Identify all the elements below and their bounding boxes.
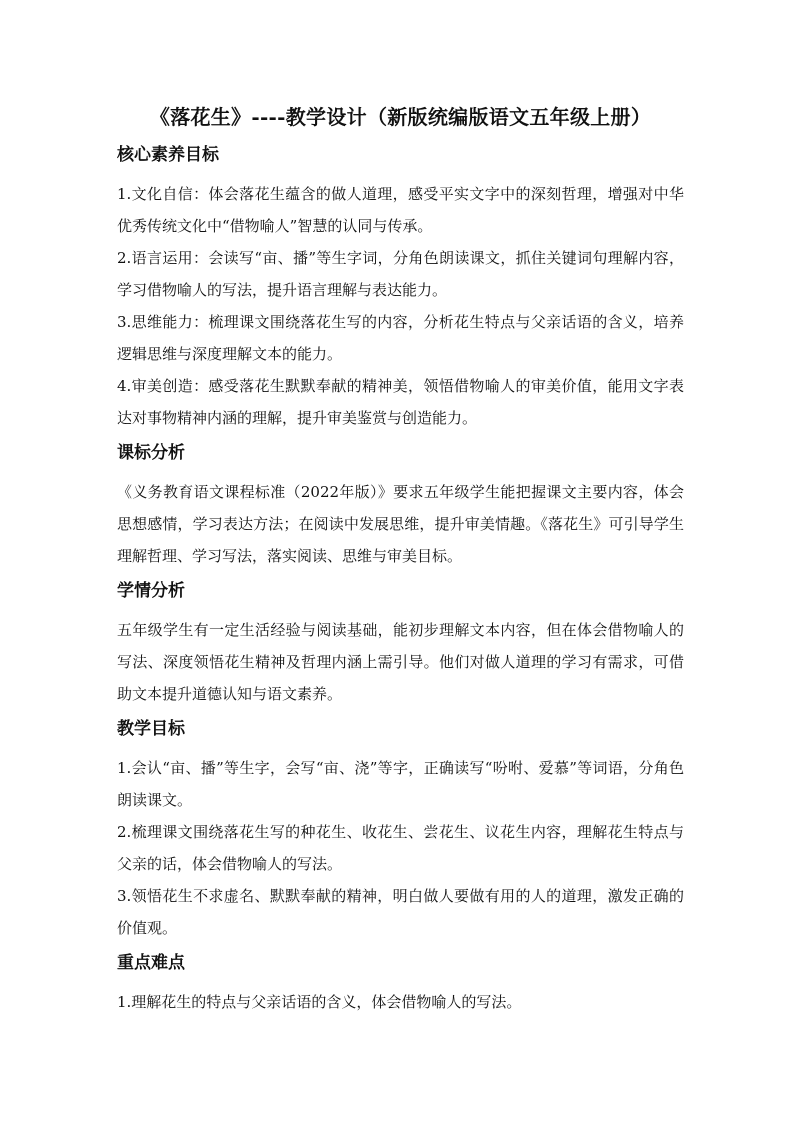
paragraph: 1.会认“亩、播”等生字，会写“亩、浇”等字，正确读写“吩咐、爱慕”等词语，分角色朗读课文。 [117, 759, 684, 809]
document-body [117, 100, 684, 1018]
paragraph: 3.领悟花生不求虚名、默默奉献的精神，明白做人要做有用的人的道理，激发正确的价值观。 [117, 887, 684, 937]
paragraph: 3.思维能力：梳理课文围绕落花生写的内容，分析花生特点与父亲话语的含义，培养逻辑思维与深度理解文本的能力。 [117, 313, 684, 363]
section-heading: 学情分析 [117, 581, 185, 601]
section-key-difficulties [117, 948, 684, 1018]
paragraph: 2.梳理课文围绕落花生写的种花生、收花生、尝花生、议花生内容，理解花生特点与父亲的话，体会借物喻人的写法。 [117, 823, 684, 873]
section-core-competency [117, 140, 684, 434]
section-heading: 重点难点 [117, 953, 185, 973]
paragraph: 2.语言运用：会读写“亩、播”等生字词，分角色朗读课文，抓住关键词句理解内容，学习借物喻人的写法，提升语言理解与表达能力。 [117, 249, 684, 299]
section-student-analysis [117, 576, 684, 710]
paragraph: 1.理解花生的特点与父亲话语的含义，体会借物喻人的写法。 [117, 993, 522, 1011]
section-curriculum-analysis [117, 438, 684, 572]
paragraph: 4.审美创造：感受落花生默默奉献的精神美，领悟借物喻人的审美价值，能用文字表达对事物精神内涵的理解，提升审美鉴赏与创造能力。 [117, 377, 684, 427]
paragraph: 1.文化自信：体会落花生蕴含的做人道理，感受平实文字中的深刻哲理，增强对中华优秀传统文化中“借物喻人”智慧的认同与传承。 [117, 185, 684, 235]
section-heading: 核心素养目标 [117, 145, 219, 165]
section-heading: 课标分析 [117, 443, 185, 463]
document-title: 《落花生》----教学设计（新版统编版语文五年级上册） [149, 105, 652, 129]
section-teaching-objectives [117, 714, 684, 944]
paragraph: 《义务教育语文课程标准（2022年版）》要求五年级学生能把握课文主要内容，体会思想感情，学习表达方法；在阅读中发展思维，提升审美情趣。《落花生》可引导学生理解哲理、学习写法，落实阅读、思维与审美目标。 [117, 483, 684, 565]
paragraph: 五年级学生有一定生活经验与阅读基础，能初步理解文本内容，但在体会借物喻人的写法、深度领悟花生精神及哲理内涵上需引导。他们对做人道理的学习有需求，可借助文本提升道德认知与语文素养。 [117, 621, 684, 703]
section-heading: 教学目标 [117, 719, 185, 739]
